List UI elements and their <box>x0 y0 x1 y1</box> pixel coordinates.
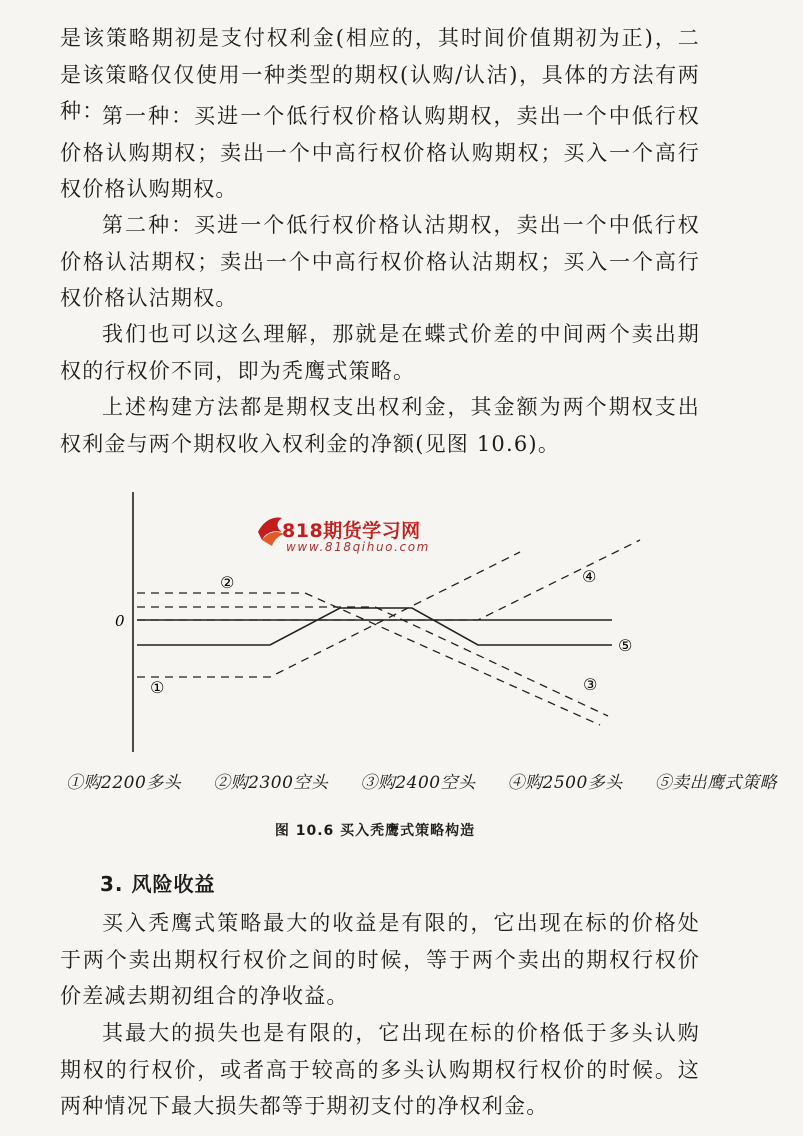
legend-item-long-2500: ④购2500多头 <box>507 773 623 793</box>
line-marker-4: ④ <box>582 567 597 586</box>
watermark-title: 818期货学习网 <box>282 520 421 542</box>
line-marker-2: ② <box>220 573 235 592</box>
line-marker-3: ③ <box>583 675 598 694</box>
legend-item-short-2400: ③购2400空头 <box>360 773 476 793</box>
paragraph-max-profit: 买入秃鹰式策略最大的收益是有限的，它出现在标的价格处于两个卖出期权行权价之间的时候，等于两个卖出的期权行权价价差减去期初组合的净收益。 <box>60 911 700 1008</box>
paragraph-construction-cost: 上述构建方法都是期权支出权利金，其金额为两个期权支出权利金与两个期权收入权利金的净额(见图 10.6)。 <box>60 395 700 456</box>
flame-logo-icon <box>258 518 284 546</box>
legend-item-condor: ⑤卖出鹰式策略 <box>654 773 778 793</box>
legend-item-long-2200: ①购2200多头 <box>66 773 182 793</box>
watermark-url: www.818qihuo.com <box>286 540 430 554</box>
figure-legend <box>66 768 778 793</box>
paragraph-max-loss: 其最大的损失也是有限的，它出现在标的价格低于多头认购期权的行权价，或者高于较高的多头认购期权行权价的时候。这两种情况下最大损失都等于期初支付的净权利金。 <box>60 1021 700 1118</box>
paragraph-condor-explanation: 我们也可以这么理解，那就是在蝶式价差的中间两个卖出期权的行权价不同，即为秃鹰式策略。 <box>60 322 700 383</box>
line-marker-1: ① <box>150 678 165 697</box>
figure-caption: 图 10.6 买入秃鹰式策略构造 <box>274 823 476 839</box>
legend-item-short-2300: ②购2300空头 <box>213 773 329 793</box>
section-heading: 3. 风险收益 <box>100 872 216 896</box>
paragraph-method-two: 第二种：买进一个低行权价格认沽期权，卖出一个中低行权价格认沽期权；卖出一个中高行权价格认沽期权；买入一个高行权价格认沽期权。 <box>60 213 700 310</box>
line-marker-5: ⑤ <box>618 636 633 655</box>
paragraph-method-one: 第一种：买进一个低行权价格认购期权，卖出一个中低行权价格认购期权；卖出一个中高行权价格认购期权；买入一个高行权价格认购期权。 <box>60 104 700 201</box>
zero-label: 0 <box>115 612 125 630</box>
payoff-line-condor <box>137 608 612 645</box>
payoff-line-short-2300 <box>137 593 600 725</box>
paragraph-strategy-intro: 是该策略期初是支付权利金(相应的，其时间价值期初为正)，二是该策略仅仅使用一种类型的期权(认购/认沽)，具体的方法有两种： <box>60 26 700 123</box>
